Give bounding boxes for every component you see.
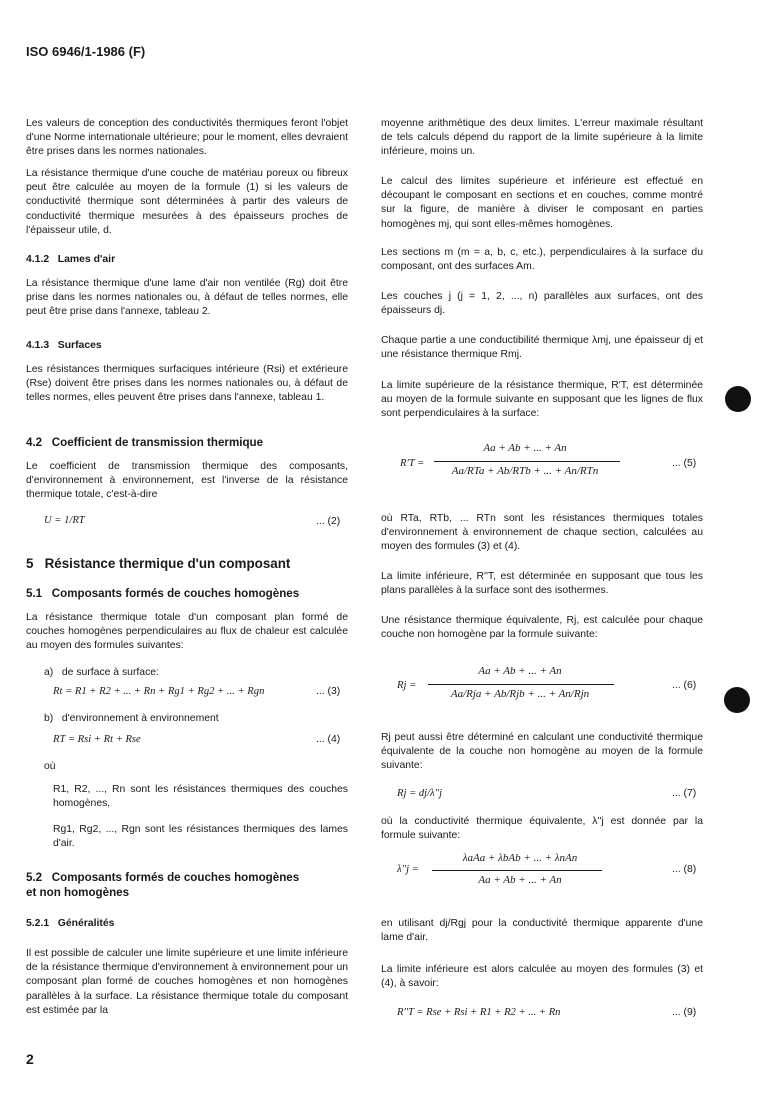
paragraph: Le coefficient de transmission thermique des composants, d'environnement à environnement, est l'inverse de la résistance thermique totale, c'est-à-dire xyxy=(26,461,348,501)
equation-9: R''T = Rse + Rsi + R1 + R2 + ... + Rn xyxy=(397,1007,561,1018)
equation-number: ... (9) xyxy=(672,1007,697,1018)
list-item: b) d'environnement à environnement xyxy=(44,713,219,724)
equation-6-lhs: Rj = xyxy=(397,680,417,691)
paragraph: Les résistances thermiques surfaciques intérieure (Rsi) et extérieure (Rse) doivent être prises dans les normes nationales ou, à défaut de telles normes, elles peuvent être prises dans l'annexe, tableau 1. xyxy=(26,364,348,404)
paragraph: Les couches j (j = 1, 2, ..., n) parallèles aux surfaces, ont des épaisseurs dj. xyxy=(381,291,703,317)
paragraph: Les valeurs de conception des conductivités thermiques feront l'objet d'une Norme internationale ultérieure; pour le moment, elles devraient être prises dans les normes nationales. xyxy=(26,118,348,158)
section-heading-5: 5 Résistance thermique d'un composant xyxy=(26,556,291,571)
paragraph: où la conductivité thermique équivalente, λ''j est donnée par la formule suivante: xyxy=(381,816,703,842)
section-heading-5-2-cont: et non homogènes xyxy=(26,886,130,899)
section-heading-5-2-1: 5.2.1 Généralités xyxy=(26,918,115,929)
paragraph: La résistance thermique totale d'un composant plan formé de couches homogènes perpendiculaires au flux de chaleur est calculée au moyen des formules suivantes: xyxy=(26,612,348,652)
page-number: 2 xyxy=(26,1051,34,1067)
equation-6-numerator: Aa + Ab + ... + An xyxy=(478,665,562,677)
where-label: où xyxy=(44,761,56,772)
equation-number: ... (2) xyxy=(316,516,341,527)
equation-number: ... (5) xyxy=(672,458,697,469)
equation-number: ... (7) xyxy=(672,788,697,799)
section-heading-4-1-3: 4.1.3 Surfaces xyxy=(26,340,102,351)
paragraph: La résistance thermique d'une lame d'air non ventilée (Rg) doit être prise dans les normes nationales ou, à défaut de telles normes, elle peut être prise dans l'annexe, tableau 2. xyxy=(26,278,348,318)
punch-hole-dot xyxy=(724,687,750,713)
section-heading-4-2: 4.2 Coefficient de transmission thermique xyxy=(26,436,264,449)
paragraph: Il est possible de calculer une limite supérieure et une limite inférieure de la résistance thermique d'environnement à environnement pour un composant plan formé de couches homogènes et non homogènes parallèles à la surface. La résistance thermique totale du composant est estimée par la xyxy=(26,948,348,1016)
paragraph: où RTa, RTb, ... RTn sont les résistances thermiques totales d'environnement à environnement de chaque section, calculées au moyen des formules (3) et (4). xyxy=(381,513,703,553)
paragraph: Une résistance thermique équivalente, Rj, est calculée pour chaque couche non homogène par la formule suivante: xyxy=(381,615,703,641)
section-heading-4-1-2: 4.1.2 Lames d'air xyxy=(26,254,116,265)
fraction-bar xyxy=(428,684,614,685)
equation-5-denominator: Aa/RTa + Ab/RTb + ... + An/RTn xyxy=(451,465,599,477)
equation-5-numerator: Aa + Ab + ... + An xyxy=(483,442,567,454)
equation-number: ... (4) xyxy=(316,734,341,745)
paragraph: La limite inférieure est alors calculée au moyen des formules (3) et (4), à savoir: xyxy=(381,964,703,990)
equation-5-lhs: R'T = xyxy=(400,458,425,469)
definition-item: Rg1, Rg2, ..., Rgn sont les résistances thermiques des lames d'air. xyxy=(53,824,348,850)
paragraph: La limite inférieure, R''T, est déterminée en supposant que tous les plans parallèles à la surface sont des isothermes. xyxy=(381,571,703,597)
paragraph: Chaque partie a une conductibilité thermique λmj, une épaisseur dj et une résistance thermique Rmj. xyxy=(381,335,703,361)
equation-number: ... (6) xyxy=(672,680,697,691)
equation-7: Rj = dj/λ''j xyxy=(397,788,443,799)
fraction-bar xyxy=(432,870,602,871)
definition-item: R1, R2, ..., Rn sont les résistances thermiques des couches homogènes, xyxy=(53,784,348,810)
paragraph: Rj peut aussi être déterminé en calculant une conductivité thermique équivalente de la couche non homogène au moyen de la formule suivante: xyxy=(381,732,703,772)
paragraph: moyenne arithmétique des deux limites. L'erreur maximale résultant de tels calculs dépend du rapport de la limite supérieure à la limite inférieure, moins un. xyxy=(381,118,703,158)
equation-4: RT = Rsi + Rt + Rse xyxy=(53,734,141,745)
section-heading-5-2: 5.2 Composants formés de couches homogènes xyxy=(26,871,300,884)
equation-6-denominator: Aa/Rja + Ab/Rjb + ... + An/Rjn xyxy=(450,688,590,700)
equation-3: Rt = R1 + R2 + ... + Rn + Rg1 + Rg2 + ... + Rgn xyxy=(53,686,265,697)
equation-2: U = 1/RT xyxy=(44,515,85,526)
equation-8-numerator: λaAa + λbAb + ... + λnAn xyxy=(462,852,578,864)
equation-number: ... (3) xyxy=(316,686,341,697)
paragraph: Le calcul des limites supérieure et inférieure est effectué en découpant le composant en sections et en couches, comme montré sur la figure, de manière à diviser le composant en parties homogènes mj, qui sont elles-mêmes homogènes. xyxy=(381,176,703,230)
paragraph: La limite supérieure de la résistance thermique, R'T, est déterminée au moyen de la formule suivante en supposant que les lignes de flux sont perpendiculaires à la surface: xyxy=(381,380,703,420)
paragraph: Les sections m (m = a, b, c, etc.), perpendiculaires à la surface du composant, ont des surfaces Am. xyxy=(381,247,703,273)
section-heading-5-1: 5.1 Composants formés de couches homogènes xyxy=(26,587,300,600)
paragraph: en utilisant dj/Rgj pour la conductivité thermique apparente d'une lame d'air. xyxy=(381,918,703,944)
page-header: ISO 6946/1-1986 (F) xyxy=(26,44,146,59)
punch-hole-dot xyxy=(725,386,751,412)
equation-8-lhs: λ''j = xyxy=(397,864,419,875)
fraction-bar xyxy=(434,461,620,462)
equation-8-denominator: Aa + Ab + ... + An xyxy=(478,874,562,886)
paragraph: La résistance thermique d'une couche de matériau poreux ou fibreux peut être calculée au moyen de la formule (1) si les valeurs de conductivité thermique sont déterminées à partir des valeurs de conductivité thermique mesurées à des épaisseurs proches de l'épaisseur utile, d. xyxy=(26,168,348,236)
equation-number: ... (8) xyxy=(672,864,697,875)
list-item: a) de surface à surface: xyxy=(44,667,159,678)
